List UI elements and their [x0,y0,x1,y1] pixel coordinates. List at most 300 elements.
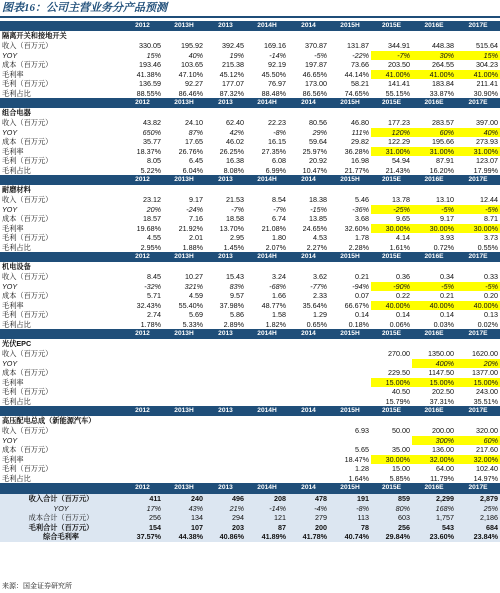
table-cell [288,426,329,436]
table-cell: 5.71 [147,291,161,300]
table-row [0,301,500,311]
table-cell: 4.53 [313,233,327,242]
table-cell: -7% [273,204,286,214]
row-label: 成本（百万元） [2,291,53,300]
table-cell [288,368,329,378]
table-cell: 55.40% [178,300,203,310]
table-cell: 10.47% [302,165,327,175]
year-header-cell: 2017E [456,175,500,185]
table-row [0,349,500,359]
row-label: 毛利（百万元） [2,233,53,242]
table-cell: 1.64% [348,473,369,483]
table-cell: 120% [371,128,412,138]
row-label: 毛利（百万元） [2,310,53,319]
table-cell: 3.73 [484,233,498,242]
row-label: YOY [2,358,18,368]
table-cell: -8% [273,127,286,137]
year-header-cell: 2015E [371,98,412,108]
totals-cell: 256 [371,523,412,533]
segment-title: 耐磨材料 [2,185,31,195]
row-label: 毛利率 [2,454,24,464]
table-cell: -32% [144,281,161,291]
table-row [0,118,500,128]
table-cell: 30.00% [371,224,412,234]
table-cell [163,436,205,446]
totals-cell: -8% [329,504,371,514]
table-cell: 24.10 [185,118,203,127]
totals-cell: 17% [122,504,163,514]
row-label: 成本（百万元） [2,137,53,146]
table-cell [329,436,371,446]
year-header-cell: 2013H [163,175,205,185]
table-cell: 229.50 [388,368,410,377]
table-cell: -7% [231,204,244,214]
table-cell [205,464,246,474]
table-cell [246,397,288,407]
table-cell: 9.17 [189,195,203,204]
table-cell: 31.00% [371,147,412,157]
table-cell [122,397,163,407]
table-cell: 5.86 [230,310,244,319]
table-cell: 173.00 [305,79,327,88]
table-cell: 25.97% [302,146,327,156]
totals-cell: 256 [122,513,163,523]
table-cell: 15.43 [226,272,244,281]
table-cell: 41.00% [412,70,456,80]
table-cell [163,445,205,455]
table-row [0,464,500,474]
table-cell: 14.97% [473,473,498,483]
table-row [0,70,500,80]
year-header-cell: 2016E [412,21,456,31]
year-header-row [0,329,500,339]
table-cell: 46.02 [226,137,244,146]
table-cell: 1.78% [140,319,161,329]
year-header-cell: 2015E [371,175,412,185]
year-header-cell: 2015E [371,21,412,31]
table-cell: 32.43% [136,300,161,310]
table-cell: -5% [456,282,500,292]
table-cell: 43.82 [143,118,161,127]
segment-title-row [0,31,500,41]
row-label: 毛利（百万元） [2,464,53,473]
table-cell [288,378,329,388]
table-cell: 2.89% [223,319,244,329]
table-cell: 5.33% [182,319,203,329]
table-cell: 6.99% [265,165,286,175]
year-header-cell: 2013 [205,252,246,262]
table-cell [246,464,288,474]
totals-cell: 279 [288,513,329,523]
table-cell [329,359,371,369]
totals-cell: 29.84% [371,532,412,542]
table-cell: 74.65% [344,88,369,98]
row-label: YOY [2,435,18,445]
table-cell: 6.08 [272,156,286,165]
table-cell: 9.17 [440,214,454,223]
table-cell: 13.10 [436,195,454,204]
table-cell: 21.92% [178,223,203,233]
table-cell: 3.62 [313,272,327,281]
table-cell: 37.98% [219,300,244,310]
table-cell: 18.37% [136,146,161,156]
table-cell: 321% [184,281,203,291]
table-cell: 217.60 [476,445,498,454]
table-cell: 111% [351,127,369,137]
table-row [0,282,500,292]
table-row [0,272,500,282]
table-cell: 46.80 [351,118,369,127]
table-cell [371,359,412,369]
year-header-cell: 2014H [246,98,288,108]
table-row [0,128,500,138]
table-cell [205,474,246,484]
table-cell [122,464,163,474]
totals-cell: 203 [205,523,246,533]
table-cell: 0.14 [355,310,369,319]
table-cell: 270.00 [388,349,410,358]
table-cell [205,436,246,446]
totals-row [0,532,500,542]
table-row [0,368,500,378]
table-cell: 33.87% [429,88,454,98]
table-cell: 76.97 [268,79,286,88]
table-cell: 1.58 [272,310,286,319]
table-cell: 15% [146,50,161,60]
table-cell: 19.68% [136,223,161,233]
year-header-cell: 2014 [288,21,329,31]
table-cell: 123.07 [476,156,498,165]
table-cell: 136.00 [432,445,454,454]
segment-title: 隔离开关和接地开关 [2,31,67,41]
table-cell: -90% [371,282,412,292]
totals-cell: 25% [456,504,500,514]
totals-cell: 496 [205,494,246,504]
table-cell: 0.33 [484,272,498,281]
table-cell: 304.23 [476,60,498,69]
table-cell [122,368,163,378]
table-cell [163,378,205,388]
table-cell: 13.70% [219,223,244,233]
table-cell: 26.25% [219,146,244,156]
year-header-cell: 2017E [456,252,500,262]
year-header-cell: 2013 [205,329,246,339]
table-cell: 0.34 [440,272,454,281]
totals-cell: 684 [456,523,500,533]
table-cell: -68% [269,281,286,291]
table-cell [329,397,371,407]
year-header-cell: 2013 [205,175,246,185]
table-cell: 15.00 [392,464,410,473]
table-row [0,156,500,166]
table-cell [122,436,163,446]
segment-title: 组合电器 [2,108,31,118]
table-cell: 5.65 [355,445,369,454]
table-cell: 0.03% [433,319,454,329]
table-cell: 103.65 [181,60,203,69]
totals-cell: 121 [246,513,288,523]
table-cell [163,368,205,378]
table-cell: 45.50% [261,69,286,79]
year-header-cell: 2014 [288,98,329,108]
table-cell: 24.65% [302,223,327,233]
table-cell: 21.53 [226,195,244,204]
table-cell [163,387,205,397]
table-cell [163,349,205,359]
table-cell: -22% [352,50,369,60]
table-cell: 35.00 [392,445,410,454]
table-cell: 20% [146,204,161,214]
year-header-cell: 2014 [288,329,329,339]
totals-row [0,523,500,533]
table-cell: 20.92 [309,156,327,165]
table-cell [329,349,371,359]
year-header-cell: 2015E [371,252,412,262]
totals-label: 综合毛利率 [0,532,122,542]
table-cell: 64.00 [436,464,454,473]
totals-cell: 40.86% [205,532,246,542]
segment-title-row [0,339,500,349]
totals-label: 收入合计（百万元） [0,494,122,504]
table-cell [205,378,246,388]
table-cell: 15% [456,51,500,61]
table-cell: 1620.00 [472,349,498,358]
totals-cell: 23.84% [456,532,500,542]
table-cell: -25% [371,205,412,215]
table-cell: 169.16 [264,41,286,50]
table-cell: 5.69 [189,310,203,319]
table-cell [163,426,205,436]
segment-title: 光伏EPC [2,339,32,349]
table-cell: 1.45% [223,242,244,252]
table-cell: 1.66 [272,291,286,300]
table-cell: -5% [314,50,327,60]
header-corner [0,175,122,185]
year-header-cell: 2015E [371,483,412,494]
totals-cell: 543 [412,523,456,533]
table-cell: 46.65% [302,69,327,79]
year-header-cell: 2012 [122,175,163,185]
table-cell: 11.79% [430,473,454,483]
table-cell [205,397,246,407]
table-cell [288,464,329,474]
row-label: 收入（百万元） [2,272,53,281]
table-cell [122,455,163,465]
totals-cell: 107 [163,523,205,533]
totals-cell: 21% [205,504,246,514]
table-cell: 1.80 [272,233,286,242]
table-row [0,195,500,205]
table-cell: -36% [352,204,369,214]
table-cell: 6.45 [189,156,203,165]
table-cell: 40% [188,50,203,60]
table-row [0,60,500,70]
table-cell: 32.00% [412,455,456,465]
year-header-cell: 2015H [329,329,371,339]
source-note: 来源：国金证券研究所 [2,583,72,590]
table-cell [329,387,371,397]
totals-cell: 80% [371,504,412,514]
table-cell: 102.40 [476,464,498,473]
year-header-cell: 2017E [456,329,500,339]
year-header-row [0,21,500,31]
totals-cell: 1,757 [412,513,456,523]
totals-cell: 411 [122,494,163,504]
table-cell: 42% [229,127,244,137]
row-label: 毛利率 [2,223,24,233]
year-header-cell: 2014 [288,252,329,262]
totals-cell: 168% [412,504,456,514]
totals-row [0,513,500,523]
table-cell [122,445,163,455]
table-cell: 3.24 [272,272,286,281]
table-cell: 22.23 [268,118,286,127]
table-cell: 195.92 [181,41,203,50]
row-label: 成本（百万元） [2,60,53,69]
table-cell: 41.38% [136,69,161,79]
table-cell: 12.44 [480,195,498,204]
year-header-cell: 2012 [122,329,163,339]
table-row [0,310,500,320]
table-cell: 40.50 [392,387,410,396]
table-cell: 0.14 [396,310,410,319]
table-cell: 202.50 [432,387,454,396]
totals-cell: 208 [246,494,288,504]
row-label: 成本（百万元） [2,368,53,377]
table-row [0,397,500,407]
year-header-cell: 2012 [122,98,163,108]
table-row [0,474,500,484]
year-header-cell: 2015H [329,175,371,185]
table-cell [329,378,371,388]
table-cell: 8.54 [272,195,286,204]
table-cell: 1.28 [355,464,369,473]
row-label: 收入（百万元） [2,41,53,50]
table-row [0,41,500,51]
row-label: 毛利占比 [2,473,31,483]
table-cell: 370.87 [305,41,327,50]
table-cell: 27.35% [261,146,286,156]
table-row [0,455,500,465]
year-header-cell: 2013 [205,98,246,108]
table-cell [205,368,246,378]
table-row [0,137,500,147]
table-cell: 48.77% [261,300,286,310]
table-cell: 50.00 [392,426,410,435]
year-header-cell: 2015H [329,252,371,262]
segment-title-row [0,185,500,195]
row-label: 成本（百万元） [2,214,53,223]
table-cell: 273.93 [476,137,498,146]
table-cell: 0.22 [396,291,410,300]
table-cell: -24% [186,204,203,214]
figure-title: 图表16：公司主营业务分产品预测 [0,0,500,18]
row-label: 毛利（百万元） [2,156,53,165]
table-cell: 40.00% [412,301,456,311]
table-cell: 66.67% [344,300,369,310]
table-cell: 20% [456,359,500,369]
segment-title-row [0,416,500,426]
totals-cell: 294 [205,513,246,523]
table-cell: 0.14 [440,310,454,319]
year-header-cell: 2012 [122,21,163,31]
table-cell: 195.66 [432,137,454,146]
year-header-row [0,406,500,416]
year-header-cell: 2013H [163,252,205,262]
table-cell: 88.55% [136,88,161,98]
table-cell: 58.21 [351,79,369,88]
year-header-cell: 2013H [163,406,205,416]
row-label: 成本（百万元） [2,445,53,454]
table-row [0,224,500,234]
year-header-cell: 2014H [246,406,288,416]
table-cell [163,474,205,484]
table-cell: 40.00% [456,301,500,311]
row-label: 收入（百万元） [2,195,53,204]
table-cell [122,387,163,397]
table-cell: 197.87 [305,60,327,69]
table-row [0,233,500,243]
table-cell [163,397,205,407]
table-cell [246,474,288,484]
year-header-cell: 2012 [122,483,163,494]
table-cell: 86.56% [302,88,327,98]
table-cell: 29% [312,127,327,137]
table-cell [246,436,288,446]
table-cell [246,455,288,465]
table-row [0,320,500,330]
year-header-cell: 2015H [329,98,371,108]
row-label: YOY [2,50,18,60]
totals-cell: -14% [246,504,288,514]
year-header-cell: 2015H [329,406,371,416]
table-cell: 448.38 [432,41,454,50]
table-cell: 18.47% [344,454,369,464]
table-cell: 30.90% [473,88,498,98]
table-cell [288,397,329,407]
table-cell: 3.68 [355,214,369,223]
table-cell [246,426,288,436]
table-cell: 1.78 [355,233,369,242]
table-cell: 60% [456,436,500,446]
row-label: 收入（百万元） [2,349,53,358]
table-cell: 283.57 [432,118,454,127]
table-cell: 4.59 [189,291,203,300]
table-cell: 5.22% [140,165,161,175]
table-cell [246,445,288,455]
year-header-cell: 2015H [329,483,371,494]
table-cell: 40.00% [371,301,412,311]
row-label: 毛利率 [2,69,24,79]
table-cell: 18.38 [309,195,327,204]
totals-cell: 37.57% [122,532,163,542]
table-cell: 200.00 [432,426,454,435]
table-cell: 6.04% [182,165,203,175]
year-header-cell: 2013H [163,98,205,108]
year-header-cell: 2012 [122,406,163,416]
table-cell [246,368,288,378]
table-cell: 21.08% [261,223,286,233]
table-cell: 1.82% [265,319,286,329]
totals-cell: 43% [163,504,205,514]
totals-cell: 2,299 [412,494,456,504]
table-row [0,166,500,176]
year-header-cell: 2017E [456,483,500,494]
table-cell: 397.00 [476,118,498,127]
table-cell [122,378,163,388]
totals-cell: 40.74% [329,532,371,542]
row-label: 毛利率 [2,377,24,387]
